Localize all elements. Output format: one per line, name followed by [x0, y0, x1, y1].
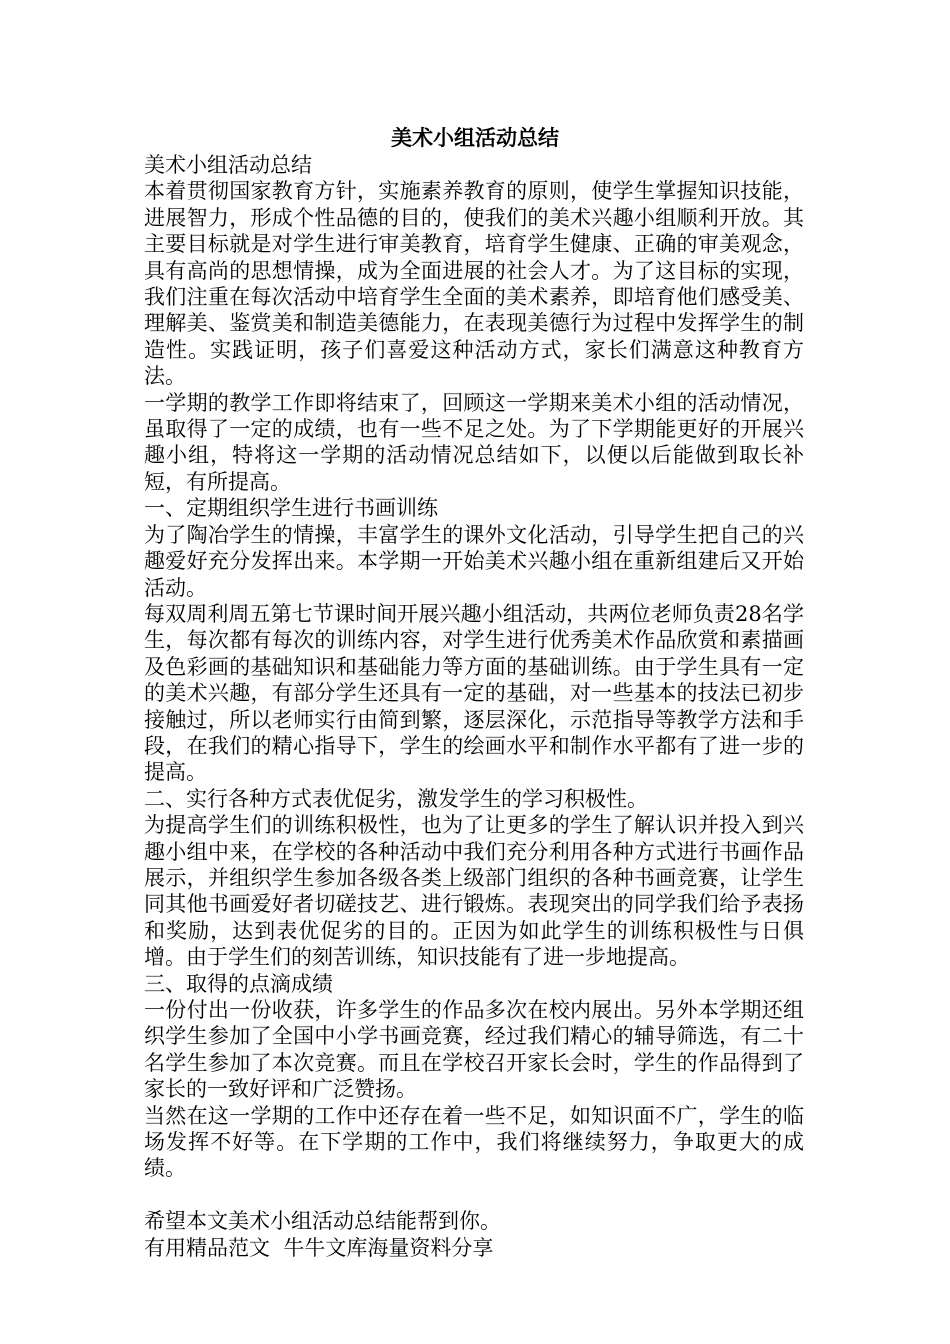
body-paragraph: 为提高学生们的训练积极性，也为了让更多的学生了解认识并投入到兴趣小组中来，在学校的各种活动中我们充分利用各种方式进行书画作品展示，并组织学生参加各级各类上级部门组织的各种书画竞赛，让学生同其他书画爱好者切磋技艺、进行锻炼。表现突出的同学我们给予表扬和奖励，达到表优促劣的目的。正因为如此学生的训练积极性与日俱增。由于学生们的刻苦训练，知识技能有了进一步地提高。: [144, 813, 804, 970]
section-heading: 一、定期组织学生进行书画训练: [144, 496, 438, 521]
body-paragraph: 为了陶冶学生的情操，丰富学生的课外文化活动，引导学生把自己的兴趣爱好充分发挥出来。本学期一开始美术兴趣小组在重新组建后又开始活动。: [144, 522, 804, 600]
section-heading: 二、实行各种方式表优促劣，激发学生的学习积极性。: [144, 786, 648, 811]
body-paragraph: 当然在这一学期的工作中还存在着一些不足，如知识面不广，学生的临场发挥不好等。在下学期的工作中，我们将继续努力，争取更大的成绩。: [144, 1103, 804, 1181]
document-title: 美术小组活动总结: [391, 125, 559, 150]
body-paragraph: 一份付出一份收获，许多学生的作品多次在校内展出。另外本学期还组织学生参加了全国中小学书画竞赛，经过我们精心的辅导筛选，有二十名学生参加了本次竞赛。而且在学校召开家长会时，学生的作品得到了家长的一致好评和广泛赞扬。: [144, 998, 804, 1102]
body-paragraph: 美术小组活动总结: [144, 153, 312, 177]
section-heading: 三、取得的点滴成绩: [144, 971, 333, 996]
body-paragraph: 本着贯彻国家教育方针，实施素养教育的原则，使学生掌握知识技能，进展智力，形成个性品德的目的，使我们的美术兴趣小组顺利开放。其主要目标就是对学生进行审美教育，培育学生健康、正确的审美观念，具有高尚的思想情操，成为全面进展的社会人才。为了这目标的实现，我们注重在每次活动中培育学生全面的美术素养，即培育他们感受美、理解美、鉴赏美和制造美德能力，在表现美德行为过程中发挥学生的制造性。实践证明，孩子们喜爱这种活动方式，家长们满意这种教育方法。: [144, 179, 804, 389]
closing-line: 希望本文美术小组活动总结能帮到你。: [144, 1209, 501, 1234]
document-body: [144, 152, 804, 1261]
body-paragraph: 一学期的教学工作即将结束了，回顾这一学期来美术小组的活动情况，虽取得了一定的成绩，也有一些不足之处。为了下学期能更好的开展兴趣小组，特将这一学期的活动情况总结如下，以便以后能做到取长补短，有所提高。: [144, 390, 804, 494]
body-paragraph: 每双周利周五第七节课时间开展兴趣小组活动，共两位老师负责28名学生，每次都有每次的训练内容，对学生进行优秀美术作品欣赏和素描画及色彩画的基础知识和基础能力等方面的基础训练。由于学生具有一定的美术兴趣，有部分学生还具有一定的基础，对一些基本的技法已初步接触过，所以老师实行由简到繁，逐层深化，示范指导等教学方法和手段，在我们的精心指导下，学生的绘画水平和制作水平都有了进一步的提高。: [144, 601, 804, 785]
blank-line: [144, 1182, 804, 1208]
footer-line: 有用精品范文 牛牛文库海量资料分享: [144, 1235, 494, 1260]
